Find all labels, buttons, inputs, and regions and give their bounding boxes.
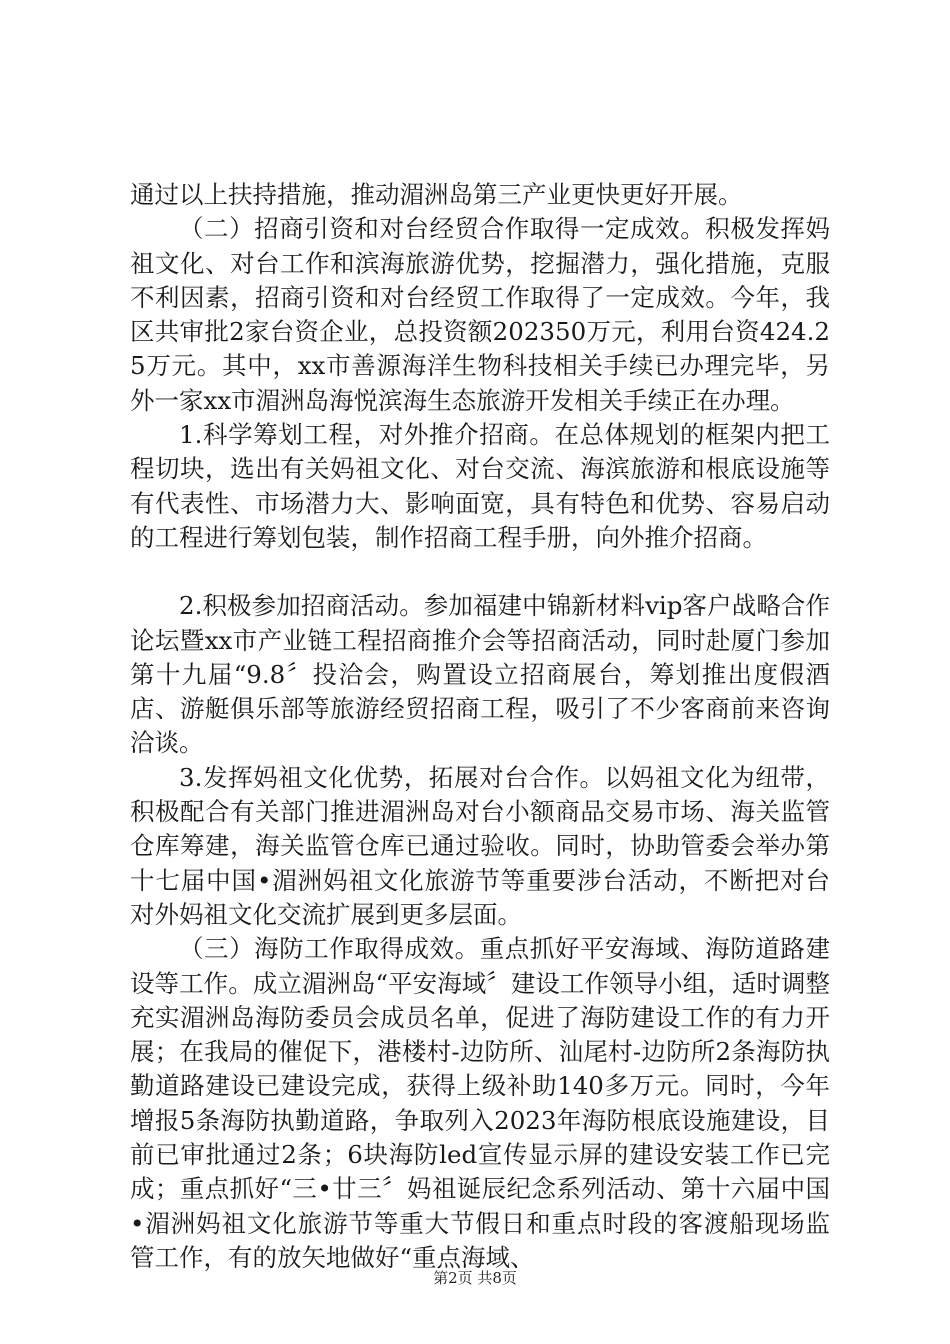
document-body bbox=[130, 178, 830, 1275]
paragraph-item-1: 1.科学筹划工程，对外推介招商。在总体规划的框架内把工程切块，选出有关妈祖文化、对台交流、海滨旅游和根底设施等有代表性、市场潜力大、影响面宽，具有特色和优势、容易启动的工程进行筹划包装，制作招商工程手册，向外推介招商。 bbox=[130, 420, 830, 552]
paragraph-gap bbox=[130, 555, 830, 589]
paragraph-section-3: （三）海防工作取得成效。重点抓好平安海域、海防道路建设等工作。成立湄洲岛“平安海域〞建设工作领导小组，适时调整充实湄洲岛海防委员会成员名单，促进了海防建设工作的有力开展；在我局的催促下，港楼村-边防所、汕尾村-边防所2条海防执勤道路建设已建设完成，获得上级补助140多万元。同时，今年增报5条海防执勤道路，争取列入2023年海防根底设施建设，目前已审批通过2条；6块海防led宣传显示屏的建设安装工作已完成；重点抓好“三•廿三〞妈祖诞辰纪念系列活动、第十六届中国•湄洲妈祖文化旅游节等重大节假日和重点时段的客渡船现场监管工作，有的放矢地做好“重点海域、 bbox=[130, 934, 830, 1272]
paragraph-item-3: 3.发挥妈祖文化优势，拓展对台合作。以妈祖文化为纽带，积极配合有关部门推进湄洲岛对台小额商品交易市场、海关监管仓库筹建，海关监管仓库已通过验收。同时，协助管委会举办第十七届中国•湄洲妈祖文化旅游节等重要涉台活动，不断把对台对外妈祖文化交流扩展到更多层面。 bbox=[130, 762, 830, 929]
page-number-footer: 第2页 共8页 bbox=[433, 1269, 517, 1287]
paragraph-continuation: 通过以上扶持措施，推动湄洲岛第三产业更快更好开展。 bbox=[130, 180, 743, 209]
paragraph-section-2: （二）招商引资和对台经贸合作取得一定成效。积极发挥妈祖文化、对台工作和滨海旅游优势，挖掘潜力，强化措施，克服不利因素，招商引资和对台经贸工作取得了一定成效。今年，我区共审批2家台资企业，总投资额202350万元，利用台资424.25万元。其中，xx市善源海洋生物科技相关手续已办理完毕，另外一家xx市湄洲岛海悦滨海生态旅游开发相关手续正在办理。 bbox=[130, 214, 830, 415]
paragraph-item-2: 2.积极参加招商活动。参加福建中锦新材料vip客户战略合作论坛暨xx市产业链工程招商推介会等招商活动，同时赴厦门参加第十九届“9.8〞投洽会，购置设立招商展台，筹划推出度假酒店、游艇俱乐部等旅游经贸招商工程，吸引了不少客商前来咨询洽谈。 bbox=[130, 591, 830, 758]
